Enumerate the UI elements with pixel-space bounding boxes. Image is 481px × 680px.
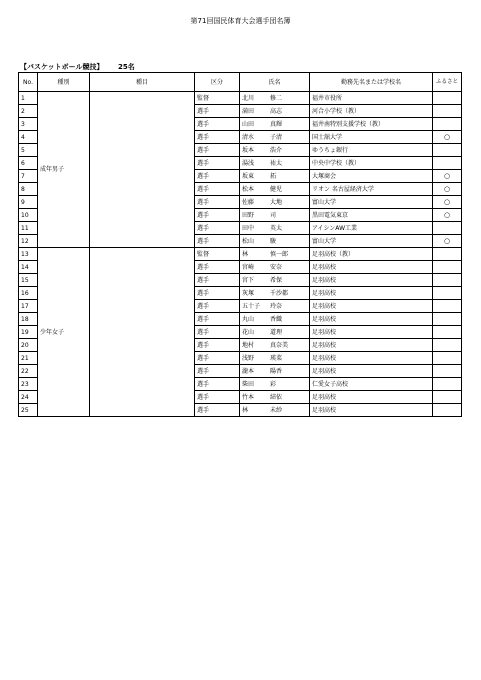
- surname: 浅野: [242, 354, 255, 362]
- role-cell: 選手: [195, 339, 240, 352]
- affiliation-cell: アイシンAW工業: [310, 222, 433, 235]
- name-cell: [240, 131, 310, 144]
- name-cell: [240, 378, 310, 391]
- hometown-mark: ○: [433, 170, 462, 183]
- affiliation-cell: 足羽高校: [310, 365, 433, 378]
- affiliation-cell: 足羽高校: [310, 274, 433, 287]
- hometown-mark: [433, 378, 462, 391]
- hometown-mark: [433, 222, 462, 235]
- role-cell: 選手: [195, 274, 240, 287]
- given-name: 拓: [270, 172, 277, 180]
- role-cell: 選手: [195, 144, 240, 157]
- given-name: 大地: [270, 198, 283, 206]
- affiliation-cell: 足羽高校: [310, 313, 433, 326]
- row-number: 9: [19, 196, 38, 209]
- given-name: 慎一郎: [270, 250, 289, 258]
- given-name: 浩介: [270, 146, 283, 154]
- row-number: 22: [19, 365, 38, 378]
- roster-body: [19, 92, 462, 417]
- name-cell: [240, 92, 310, 105]
- surname: 坂東: [242, 172, 255, 180]
- surname: 坂本: [242, 146, 255, 154]
- row-number: 25: [19, 404, 38, 417]
- role-cell: 選手: [195, 196, 240, 209]
- row-number: 1: [19, 92, 38, 105]
- surname: 宮崎: [242, 263, 255, 271]
- affiliation-cell: 足羽高校: [310, 300, 433, 313]
- header-hometown: ふるさと: [433, 73, 462, 92]
- name-cell: [240, 170, 310, 183]
- hometown-mark: [433, 274, 462, 287]
- affiliation-cell: ゆうちょ銀行: [310, 144, 433, 157]
- role-cell: 選手: [195, 157, 240, 170]
- hometown-mark: [433, 352, 462, 365]
- hometown-mark: [433, 118, 462, 131]
- given-name: 高志: [270, 107, 283, 115]
- hometown-mark: [433, 248, 462, 261]
- affiliation-cell: 足羽高校（教）: [310, 248, 433, 261]
- hometown-mark: [433, 339, 462, 352]
- given-name: 道理: [270, 328, 283, 336]
- affiliation-cell: 足羽高校: [310, 352, 433, 365]
- role-cell: 選手: [195, 404, 240, 417]
- hometown-mark: [433, 365, 462, 378]
- affiliation-cell: 足羽高校: [310, 326, 433, 339]
- row-number: 11: [19, 222, 38, 235]
- given-name: 健児: [270, 185, 283, 193]
- document-title: 第71回国民体育大会選手団名簿: [190, 17, 291, 25]
- row-number: 6: [19, 157, 38, 170]
- name-cell: [240, 391, 310, 404]
- role-cell: 選手: [195, 365, 240, 378]
- hometown-mark: ○: [433, 196, 462, 209]
- name-cell: [240, 365, 310, 378]
- hometown-mark: ○: [433, 131, 462, 144]
- role-cell: 選手: [195, 105, 240, 118]
- role-cell: 選手: [195, 378, 240, 391]
- surname: 灰塚: [242, 289, 255, 297]
- role-cell: 選手: [195, 131, 240, 144]
- hometown-mark: ○: [433, 209, 462, 222]
- role-cell: 選手: [195, 118, 240, 131]
- category-cell: 成年男子: [38, 92, 90, 248]
- given-name: 司: [270, 211, 277, 219]
- affiliation-cell: 中央中学校（教）: [310, 157, 433, 170]
- surname: 松山: [242, 237, 255, 245]
- affiliation-cell: 足羽高校: [310, 261, 433, 274]
- given-name: 希保: [270, 276, 283, 284]
- given-name: 香織: [270, 315, 283, 323]
- row-number: 19: [19, 326, 38, 339]
- row-number: 5: [19, 144, 38, 157]
- affiliation-cell: 河合小学校（教）: [310, 105, 433, 118]
- affiliation-cell: 足羽高校: [310, 391, 433, 404]
- affiliation-cell: 富山大学: [310, 196, 433, 209]
- hometown-mark: ○: [433, 183, 462, 196]
- hometown-mark: ○: [433, 235, 462, 248]
- surname: 山田: [242, 120, 255, 128]
- roster-table: [18, 72, 462, 417]
- row-number: 2: [19, 105, 38, 118]
- header-category: 種別: [38, 73, 90, 92]
- name-cell: [240, 222, 310, 235]
- given-name: 陽香: [270, 367, 283, 375]
- affiliation-cell: リオン 名古屋経済大学: [310, 183, 433, 196]
- name-cell: [240, 313, 310, 326]
- affiliation-cell: 福井南特別支援学校（教）: [310, 118, 433, 131]
- surname: 清水: [242, 133, 255, 141]
- hometown-mark: [433, 261, 462, 274]
- given-name: 英太: [270, 224, 283, 232]
- table-row: [19, 248, 462, 261]
- surname: 林: [242, 250, 249, 258]
- role-cell: 選手: [195, 313, 240, 326]
- name-cell: [240, 209, 310, 222]
- row-number: 3: [19, 118, 38, 131]
- given-name: 安奈: [270, 263, 283, 271]
- role-cell: 選手: [195, 183, 240, 196]
- row-number: 8: [19, 183, 38, 196]
- section-heading: [20, 62, 135, 72]
- role-cell: 選手: [195, 326, 240, 339]
- affiliation-cell: 足羽高校: [310, 339, 433, 352]
- given-name: 千沙都: [270, 289, 289, 297]
- hometown-mark: [433, 326, 462, 339]
- affiliation-cell: 福井市役所: [310, 92, 433, 105]
- role-cell: 監督: [195, 92, 240, 105]
- row-number: 23: [19, 378, 38, 391]
- category-cell: 少年女子: [38, 248, 90, 417]
- role-cell: 選手: [195, 235, 240, 248]
- section-count: 25名: [117, 63, 135, 71]
- name-cell: [240, 404, 310, 417]
- row-number: 10: [19, 209, 38, 222]
- surname: 地村: [242, 341, 255, 349]
- row-number: 24: [19, 391, 38, 404]
- affiliation-cell: 仁愛女子高校: [310, 378, 433, 391]
- row-number: 21: [19, 352, 38, 365]
- hometown-mark: [433, 92, 462, 105]
- row-number: 12: [19, 235, 38, 248]
- header-role: 区分: [195, 73, 240, 92]
- surname: 湯浅: [242, 159, 255, 167]
- name-cell: [240, 352, 310, 365]
- row-number: 16: [19, 287, 38, 300]
- role-cell: 選手: [195, 391, 240, 404]
- name-cell: [240, 183, 310, 196]
- table-row: [19, 92, 462, 105]
- affiliation-cell: 足羽高校: [310, 287, 433, 300]
- affiliation-cell: 富山大学: [310, 235, 433, 248]
- given-name: 玲奈: [270, 302, 283, 310]
- hometown-mark: [433, 144, 462, 157]
- hometown-mark: [433, 300, 462, 313]
- name-cell: [240, 118, 310, 131]
- affiliation-cell: 大塚商会: [310, 170, 433, 183]
- name-cell: [240, 196, 310, 209]
- given-name: 結依: [270, 393, 283, 401]
- table-header-row: [19, 73, 462, 92]
- name-cell: [240, 339, 310, 352]
- hometown-mark: [433, 313, 462, 326]
- event-cell: [90, 248, 195, 417]
- surname: 丸山: [242, 315, 255, 323]
- row-number: 4: [19, 131, 38, 144]
- affiliation-cell: 国士舘大学: [310, 131, 433, 144]
- surname: 瀧本: [242, 367, 255, 375]
- affiliation-cell: 黒田電気東京: [310, 209, 433, 222]
- surname: 田中: [242, 224, 255, 232]
- name-cell: [240, 235, 310, 248]
- row-number: 18: [19, 313, 38, 326]
- row-number: 13: [19, 248, 38, 261]
- header-affiliation: 勤務先名または学校名: [310, 73, 433, 92]
- role-cell: 選手: [195, 209, 240, 222]
- given-name: 子清: [270, 133, 283, 141]
- given-name: 真奈美: [270, 341, 289, 349]
- given-name: 駿: [270, 237, 277, 245]
- role-cell: 選手: [195, 222, 240, 235]
- row-number: 15: [19, 274, 38, 287]
- given-name: 彩: [270, 380, 277, 388]
- section-label: 【バスケットボール競技】: [20, 63, 104, 71]
- header-event: 種目: [90, 73, 195, 92]
- role-cell: 選手: [195, 170, 240, 183]
- surname: 佐藤: [242, 198, 255, 206]
- role-cell: 監督: [195, 248, 240, 261]
- given-name: 真輝: [270, 120, 283, 128]
- header-no: No.: [19, 73, 38, 92]
- surname: 五十子: [242, 302, 261, 310]
- surname: 竹本: [242, 393, 255, 401]
- role-cell: 選手: [195, 300, 240, 313]
- role-cell: 選手: [195, 287, 240, 300]
- given-name: 瑛菜: [270, 354, 283, 362]
- surname: 北川: [242, 94, 255, 102]
- name-cell: [240, 300, 310, 313]
- hometown-mark: [433, 391, 462, 404]
- event-cell: [90, 92, 195, 248]
- name-cell: [240, 157, 310, 170]
- name-cell: [240, 105, 310, 118]
- name-cell: [240, 274, 310, 287]
- surname: 柴田: [242, 380, 255, 388]
- name-cell: [240, 144, 310, 157]
- surname: 満田: [242, 107, 255, 115]
- given-name: 未紗: [270, 406, 283, 414]
- given-name: 祐太: [270, 159, 283, 167]
- role-cell: 選手: [195, 261, 240, 274]
- name-cell: [240, 248, 310, 261]
- name-cell: [240, 261, 310, 274]
- surname: 花山: [242, 328, 255, 336]
- hometown-mark: [433, 105, 462, 118]
- name-cell: [240, 287, 310, 300]
- surname: 林: [242, 406, 249, 414]
- name-cell: [240, 326, 310, 339]
- surname: 松本: [242, 185, 255, 193]
- hometown-mark: [433, 287, 462, 300]
- role-cell: 選手: [195, 352, 240, 365]
- surname: 宮下: [242, 276, 255, 284]
- hometown-mark: [433, 157, 462, 170]
- row-number: 14: [19, 261, 38, 274]
- given-name: 修二: [270, 94, 283, 102]
- row-number: 20: [19, 339, 38, 352]
- surname: 田野: [242, 211, 255, 219]
- row-number: 17: [19, 300, 38, 313]
- header-name: 氏名: [240, 73, 310, 92]
- affiliation-cell: 足羽高校: [310, 404, 433, 417]
- row-number: 7: [19, 170, 38, 183]
- hometown-mark: [433, 404, 462, 417]
